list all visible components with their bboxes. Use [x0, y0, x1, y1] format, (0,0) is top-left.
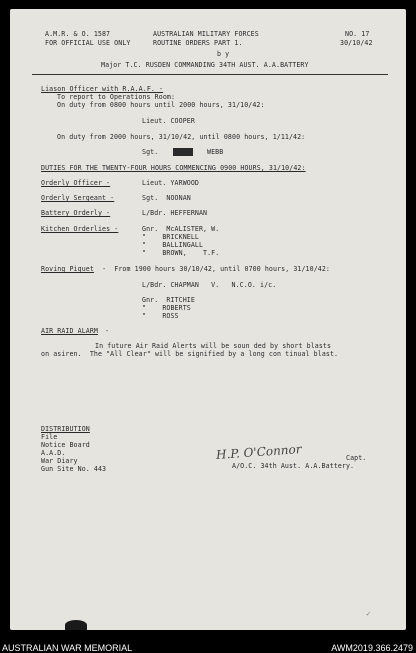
header-title: ROUTINE ORDERS PART 1. — [153, 39, 243, 47]
liason-officer2-name: WEBB — [207, 148, 224, 156]
air-raid-line1: In future Air Raid Alerts will be soun ded by short blasts — [95, 342, 332, 350]
handwritten-signature: H.P. O'Connor — [215, 442, 302, 462]
distribution-item-1: Notice Board — [41, 441, 90, 449]
kitchen-role: Kitchen Orderlies - — [41, 225, 119, 233]
distribution-item-3: War Diary — [41, 457, 78, 465]
pencil-mark: ✓ — [366, 609, 371, 618]
distribution-item-0: File — [41, 433, 58, 441]
page-stain — [65, 620, 87, 630]
picquet-title: Roving Piquet — [41, 265, 94, 273]
duty-name-1: Sgt. NOONAN — [142, 194, 191, 202]
air-raid-title: AIR RAID ALARM — [41, 327, 98, 335]
liason-duty1: On duty from 0800 hours until 2000 hours, 31/10/42: — [57, 101, 265, 109]
duty-name-0: Lieut. YARWOOD — [142, 179, 199, 187]
header-number: NO. 17 — [345, 30, 370, 38]
header-org: AUSTRALIAN MILITARY FORCES — [153, 30, 259, 38]
picquet-nco: L/Bdr. CHAPMAN V. N.C.O. i/c. — [142, 281, 277, 289]
liason-report: To report to Operations Room: — [57, 93, 176, 101]
distribution-item-2: A.A.D. — [41, 449, 66, 457]
kitchen-orderly-3: " BROWN, T.F. — [142, 249, 220, 257]
duty-role-2: Battery Orderly - — [41, 209, 111, 217]
signature-rank: Capt. — [346, 454, 367, 462]
liason-officer2-rank: Sgt. — [142, 148, 159, 156]
duty-role-0: Orderly Officer - — [41, 179, 111, 187]
distribution-title: DISTRIBUTION — [41, 425, 90, 433]
footer-accession: AWM2019.366.2479 — [331, 643, 413, 653]
air-raid-line2: on asiren. The "All Clear" will be signified by a long con tinual blast. — [41, 350, 339, 358]
kitchen-orderly-2: " BALLINGALL — [142, 241, 204, 249]
duty-role-1: Orderly Sergeant - — [41, 194, 115, 202]
header-ref: A.M.R. & O. 1587 — [45, 30, 111, 38]
header-by: b y — [217, 50, 230, 58]
liason-struck-name: BROWN — [173, 148, 194, 156]
liason-officer1: Lieut. COOPER — [142, 117, 195, 125]
duty-name-2: L/Bdr. HEFFERNAN — [142, 209, 208, 217]
kitchen-orderly-0: Gnr. McALISTER, W. — [142, 225, 220, 233]
duties-title: DUTIES FOR THE TWENTY-FOUR HOURS COMMENCING 0900 HOURS, 31/10/42: — [41, 164, 306, 172]
picquet-gnr-1: " ROBERTS — [142, 304, 191, 312]
air-raid-dash: - — [101, 327, 110, 335]
footer-source: AUSTRALIAN WAR MEMORIAL — [2, 643, 133, 653]
header-byline: Major T.C. RUSDEN COMMANDING 34TH AUST. A.A.BATTERY — [101, 61, 309, 69]
picquet-gnr-2: " ROSS — [142, 312, 179, 320]
picquet-text: - From 1900 hours 30/10/42, until 0700 hours, 31/10/42: — [98, 265, 330, 273]
picquet-gnr-0: Gnr. RITCHIE — [142, 296, 195, 304]
liason-duty2: On duty from 2000 hours, 31/10/42, until 0800 hours, 1/11/42: — [57, 133, 306, 141]
kitchen-orderly-1: " BRICKNELL — [142, 233, 199, 241]
liason-title: Liason Officer with R.A.A.F. - — [41, 85, 164, 93]
signature-for: A/O.C. 34th Aust. A.A.Battery. — [232, 462, 355, 470]
document-page — [10, 9, 406, 630]
distribution-item-4: Gun Site No. 443 — [41, 465, 107, 473]
header-classification: FOR OFFICIAL USE ONLY — [45, 39, 131, 47]
header-date: 30/10/42 — [340, 39, 373, 47]
header-rule — [32, 74, 388, 75]
